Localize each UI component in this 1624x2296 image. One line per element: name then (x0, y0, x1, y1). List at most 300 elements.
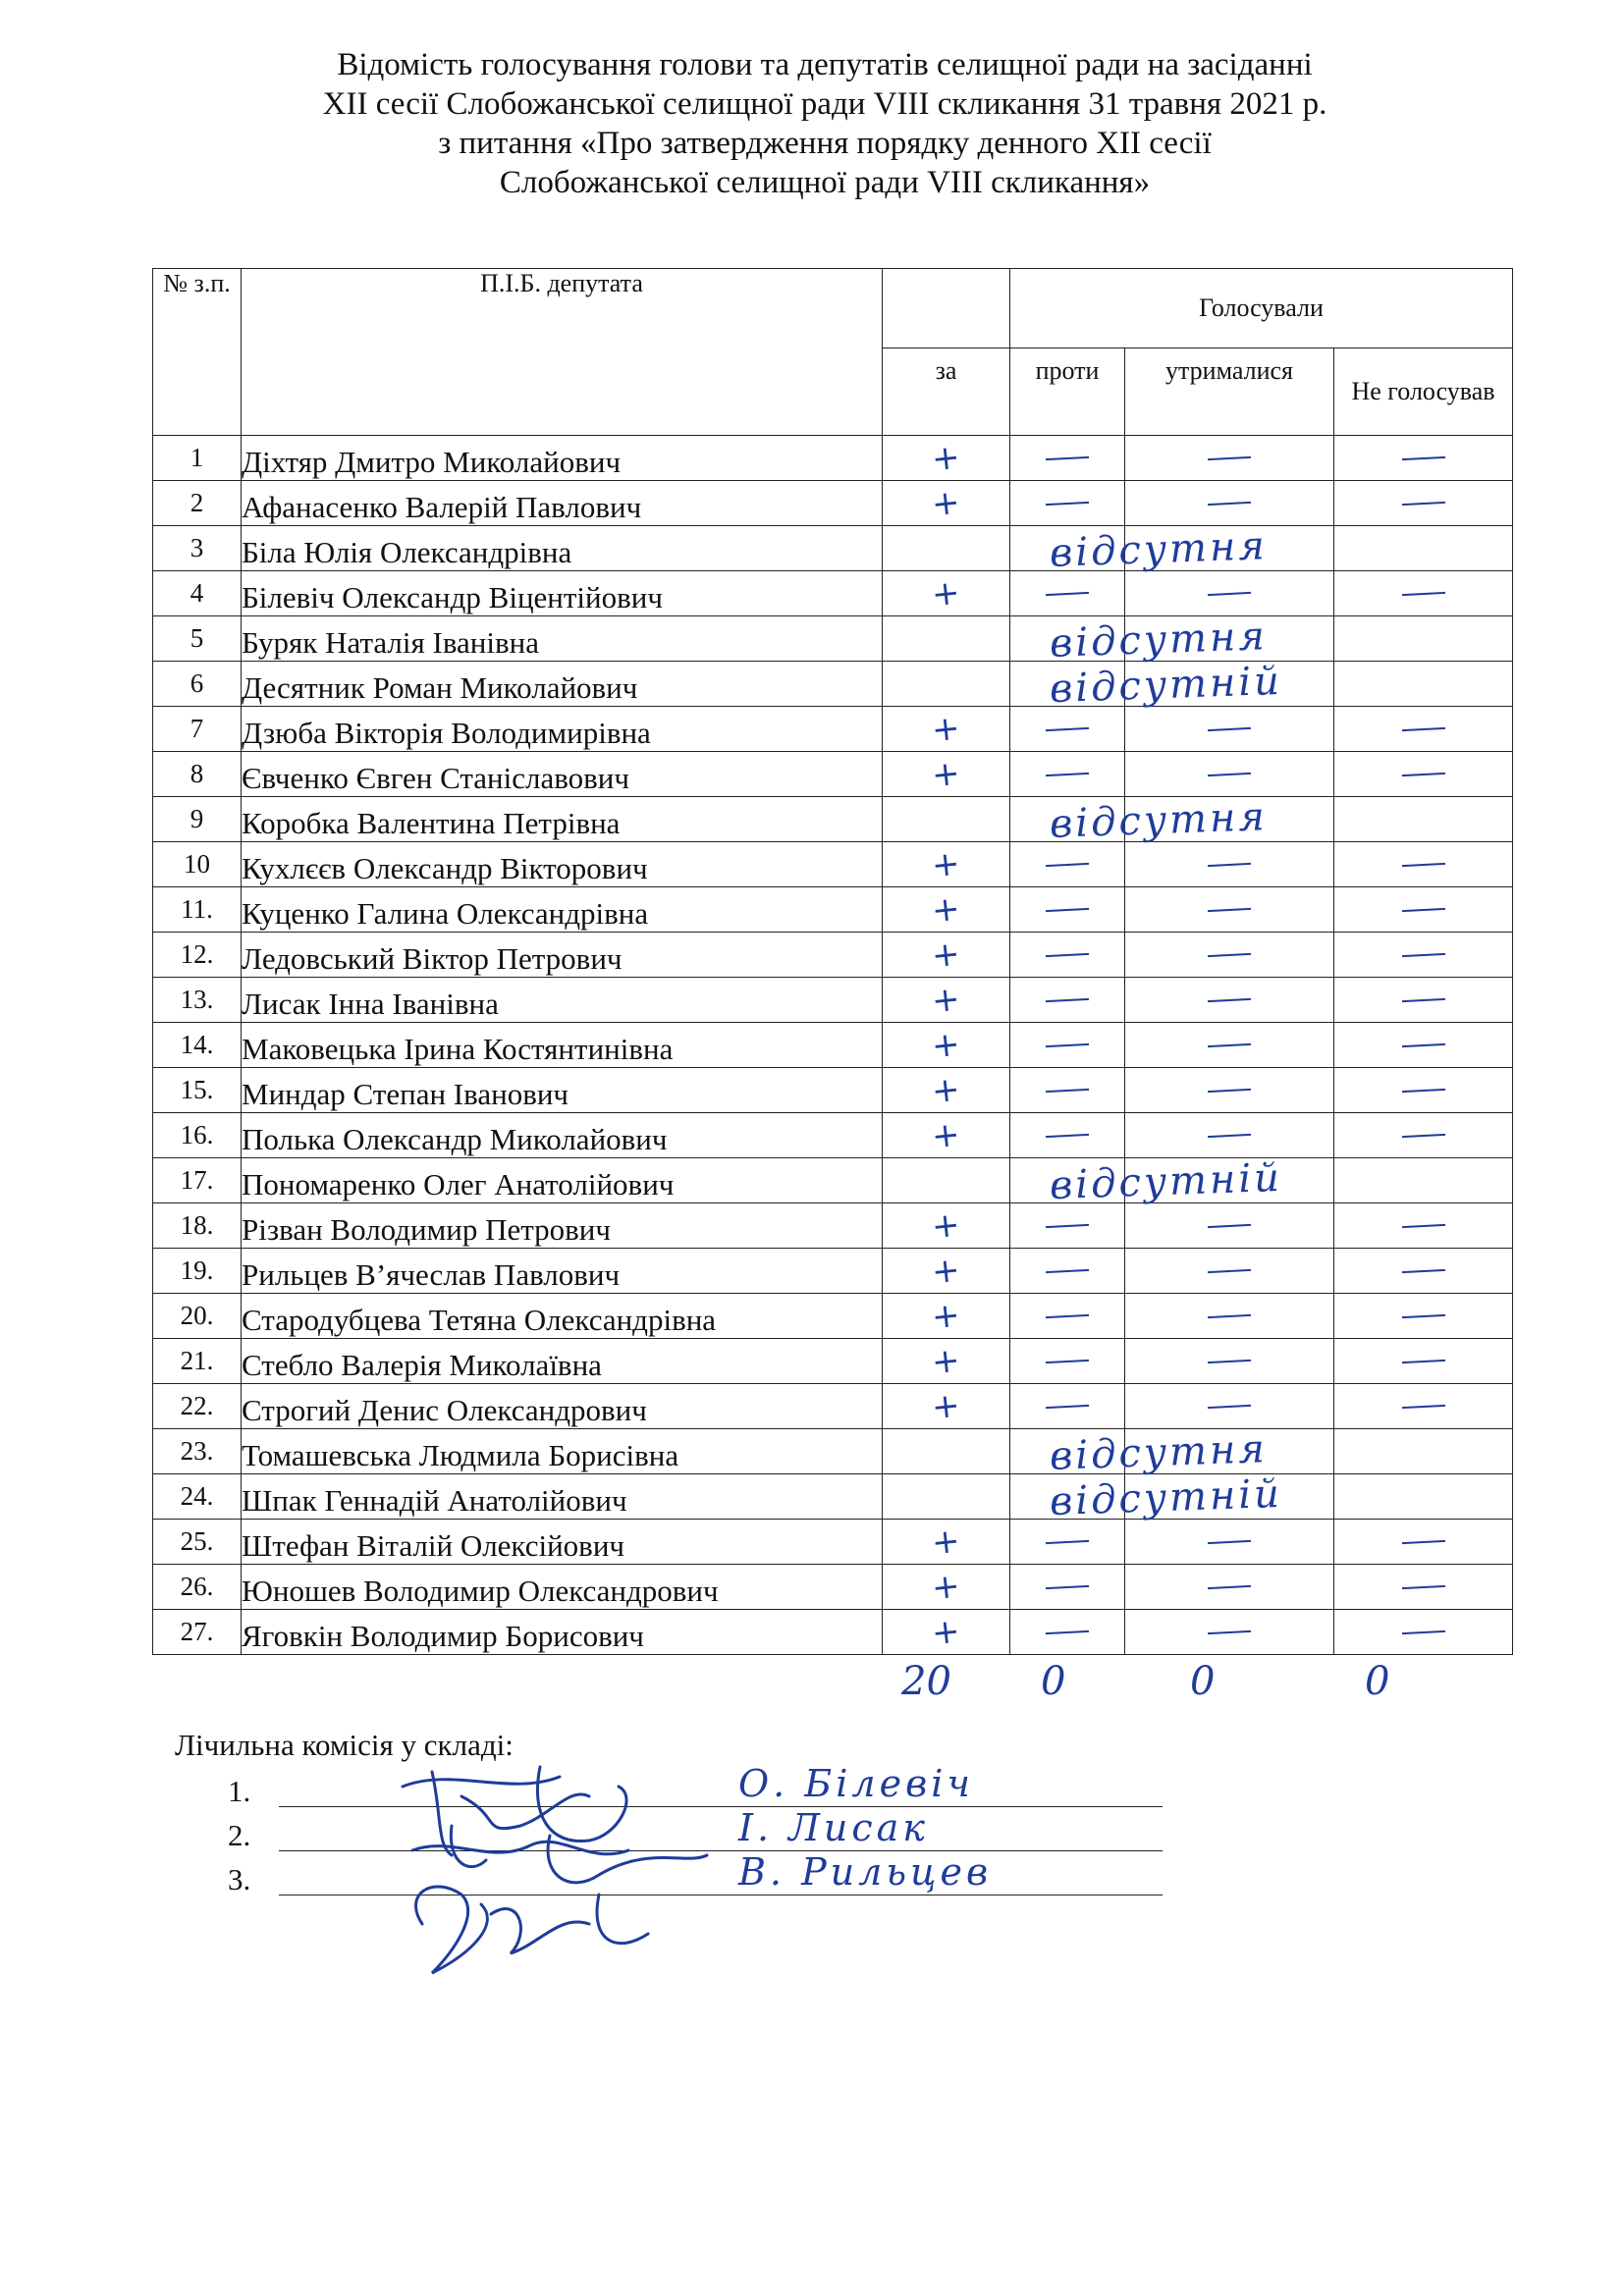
table-row (153, 436, 1513, 481)
plus-mark: + (930, 843, 962, 885)
vote-cell-abstained (1125, 616, 1334, 662)
header-num: № з.п. (153, 269, 242, 436)
vote-cell-against (1010, 1429, 1125, 1474)
vote-cell-against (1010, 707, 1125, 752)
vote-cell-abstained (1125, 933, 1334, 978)
vote-cell-for (883, 933, 1010, 978)
absent-note: відсутній (1049, 658, 1283, 713)
dash-mark (1208, 1043, 1251, 1047)
table-row (153, 526, 1513, 571)
vote-cell-not-voted (1334, 1068, 1513, 1113)
dash-mark (1208, 998, 1251, 1002)
plus-mark: + (930, 934, 962, 976)
vote-cell-against (1010, 481, 1125, 526)
dash-mark (1208, 773, 1251, 776)
dash-mark (1046, 908, 1089, 912)
table-row (153, 752, 1513, 797)
deputy-name: Біла Юлія Олександрівна (242, 526, 883, 571)
row-number: 14. (153, 1023, 242, 1068)
row-number: 13. (153, 978, 242, 1023)
plus-mark: + (930, 708, 962, 750)
dash-mark (1046, 1540, 1089, 1544)
deputy-name: Білевіч Олександр Віцентійович (242, 571, 883, 616)
plus-mark: + (930, 1340, 962, 1382)
plus-mark: + (930, 572, 962, 614)
row-number: 8 (153, 752, 242, 797)
vote-cell-abstained (1125, 526, 1334, 571)
vote-cell-abstained (1125, 1203, 1334, 1249)
header-against: проти (1010, 348, 1125, 436)
vote-cell-against (1010, 1384, 1125, 1429)
row-number: 27. (153, 1610, 242, 1655)
deputy-name: Куценко Галина Олександрівна (242, 887, 883, 933)
vote-cell-for (883, 1249, 1010, 1294)
row-number: 17. (153, 1158, 242, 1203)
plus-mark: + (930, 979, 962, 1021)
vote-cell-not-voted (1334, 978, 1513, 1023)
deputy-name: Строгий Денис Олександрович (242, 1384, 883, 1429)
table-row (153, 797, 1513, 842)
row-number: 18. (153, 1203, 242, 1249)
vote-cell-not-voted (1334, 1474, 1513, 1520)
vote-cell-not-voted (1334, 1113, 1513, 1158)
vote-cell-for (883, 1294, 1010, 1339)
vote-cell-against (1010, 752, 1125, 797)
vote-cell-against (1010, 1520, 1125, 1565)
vote-cell-for (883, 614, 1269, 667)
vote-cell-against (1010, 1203, 1125, 1249)
vote-cell-not-voted (1334, 1158, 1513, 1203)
deputy-name: Юношев Володимир Олександрович (242, 1565, 883, 1610)
signature-scribble (412, 1826, 707, 1883)
table-row (153, 1203, 1513, 1249)
dash-mark (1401, 908, 1444, 912)
vote-cell-for (883, 794, 1269, 847)
dash-mark (1046, 727, 1089, 731)
dash-mark (1208, 1360, 1251, 1363)
dash-mark (1208, 1269, 1251, 1273)
header-empty (883, 269, 1010, 348)
dash-mark (1046, 502, 1089, 506)
vote-cell-not-voted (1334, 842, 1513, 887)
vote-cell-abstained (1125, 1474, 1334, 1520)
vote-cell-against (1010, 842, 1125, 887)
deputy-name: Миндар Степан Іванович (242, 1068, 883, 1113)
vote-cell-abstained (1125, 797, 1334, 842)
row-number: 22. (153, 1384, 242, 1429)
dash-mark (1401, 1540, 1444, 1544)
vote-cell-against (1010, 933, 1125, 978)
table-row (153, 616, 1513, 662)
document-title (147, 45, 1502, 202)
dash-mark (1208, 727, 1251, 731)
row-number: 5 (153, 616, 242, 662)
dash-mark (1401, 502, 1444, 506)
deputy-name: Лисак Інна Іванівна (242, 978, 883, 1023)
row-number: 3 (153, 526, 242, 571)
vote-cell-for (883, 1154, 1283, 1209)
dash-mark (1401, 1224, 1444, 1228)
table-row (153, 1339, 1513, 1384)
dash-mark (1046, 1360, 1089, 1363)
vote-cell-against (1010, 1113, 1125, 1158)
handwritten-signatures (393, 1757, 727, 2012)
vote-totals (0, 1659, 1624, 1708)
vote-cell-for (883, 978, 1010, 1023)
plus-mark: + (930, 888, 962, 931)
vote-cell-not-voted (1334, 1023, 1513, 1068)
vote-cell-not-voted (1334, 1203, 1513, 1249)
row-number: 21. (153, 1339, 242, 1384)
deputy-name: Афанасенко Валерій Павлович (242, 481, 883, 526)
commission-member (228, 1806, 929, 1853)
deputy-name: Полька Олександр Миколайович (242, 1113, 883, 1158)
dash-mark (1046, 998, 1089, 1002)
vote-cell-abstained (1125, 1158, 1334, 1203)
title-line: з питання «Про затвердження порядку денного XII сесії (438, 126, 1212, 161)
vote-cell-abstained (1125, 1068, 1334, 1113)
deputy-name: Різван Володимир Петрович (242, 1203, 883, 1249)
dash-mark (1401, 592, 1444, 596)
dash-mark (1401, 863, 1444, 867)
table-row (153, 1068, 1513, 1113)
dash-mark (1208, 456, 1251, 460)
dash-mark (1401, 998, 1444, 1002)
table-row (153, 1474, 1513, 1520)
header-name: П.І.Б. депутата (242, 269, 883, 436)
row-number: 2 (153, 481, 242, 526)
dash-mark (1401, 1360, 1444, 1363)
absent-note: відсутній (1049, 1154, 1283, 1209)
vote-cell-for (883, 1470, 1283, 1525)
vote-cell-abstained (1125, 842, 1334, 887)
table-row (153, 571, 1513, 616)
dash-mark (1401, 773, 1444, 776)
vote-cell-abstained (1125, 1384, 1334, 1429)
dash-mark (1401, 1089, 1444, 1093)
row-number: 20. (153, 1294, 242, 1339)
deputy-name: Коробка Валентина Петрівна (242, 797, 883, 842)
table-row (153, 662, 1513, 707)
row-number: 15. (153, 1068, 242, 1113)
deputy-name: Штефан Віталій Олексійович (242, 1520, 883, 1565)
member-name: В. Рильцев (738, 1850, 993, 1894)
vote-cell-against (1010, 1068, 1125, 1113)
plus-mark: + (930, 1069, 962, 1111)
table-row (153, 1249, 1513, 1294)
vote-cell-for (883, 1203, 1010, 1249)
vote-cell-not-voted (1334, 481, 1513, 526)
dash-mark (1401, 1630, 1444, 1634)
table-row (153, 1158, 1513, 1203)
vote-cell-against (1010, 571, 1125, 616)
deputy-name: Стебло Валерія Миколаївна (242, 1339, 883, 1384)
vote-cell-against (1010, 1294, 1125, 1339)
vote-cell-against (1010, 1023, 1125, 1068)
plus-mark: + (930, 1204, 962, 1247)
dash-mark (1401, 456, 1444, 460)
table-row (153, 1294, 1513, 1339)
vote-cell-abstained (1125, 1294, 1334, 1339)
deputy-name: Ледовський Віктор Петрович (242, 933, 883, 978)
vote-cell-not-voted (1334, 797, 1513, 842)
vote-cell-abstained (1125, 1429, 1334, 1474)
total-abstained: 0 (1190, 1659, 1216, 1704)
vote-cell-for (883, 481, 1010, 526)
vote-cell-against (1010, 1339, 1125, 1384)
vote-cell-against (1010, 1565, 1125, 1610)
vote-cell-not-voted (1334, 1610, 1513, 1655)
absent-note: відсутня (1049, 794, 1269, 847)
vote-cell-abstained (1125, 1023, 1334, 1068)
vote-cell-for (883, 1426, 1269, 1479)
table-row (153, 887, 1513, 933)
member-number: 1. (228, 1774, 251, 1808)
dash-mark (1046, 456, 1089, 460)
title-line: Слобожанської селищної ради VIII скликання» (499, 165, 1151, 200)
deputy-name: Дзюба Вікторія Володимирівна (242, 707, 883, 752)
table-row (153, 1113, 1513, 1158)
row-number: 9 (153, 797, 242, 842)
vote-cell-abstained (1125, 1565, 1334, 1610)
vote-cell-against (1010, 1474, 1125, 1520)
dash-mark (1208, 953, 1251, 957)
plus-mark: + (930, 753, 962, 795)
plus-mark: + (930, 1024, 962, 1066)
dash-mark (1046, 1630, 1089, 1634)
commission-member (228, 1850, 993, 1897)
dash-mark (1401, 953, 1444, 957)
vote-cell-against (1010, 1158, 1125, 1203)
dash-mark (1046, 592, 1089, 596)
deputy-name: Шпак Геннадій Анатолійович (242, 1474, 883, 1520)
vote-cell-not-voted (1334, 707, 1513, 752)
vote-cell-abstained (1125, 1113, 1334, 1158)
commission-member (228, 1762, 974, 1809)
row-number: 6 (153, 662, 242, 707)
table-row (153, 1565, 1513, 1610)
vote-cell-for (883, 1023, 1010, 1068)
vote-cell-for (883, 1339, 1010, 1384)
row-number: 1 (153, 436, 242, 481)
vote-cell-abstained (1125, 1249, 1334, 1294)
vote-cell-abstained (1125, 752, 1334, 797)
dash-mark (1208, 1405, 1251, 1409)
vote-cell-not-voted (1334, 526, 1513, 571)
vote-cell-abstained (1125, 571, 1334, 616)
dash-mark (1208, 1540, 1251, 1544)
vote-cell-not-voted (1334, 571, 1513, 616)
plus-mark: + (930, 1566, 962, 1608)
deputy-name: Буряк Наталія Іванівна (242, 616, 883, 662)
header-for: за (883, 348, 1010, 436)
vote-cell-against (1010, 662, 1125, 707)
dash-mark (1046, 1043, 1089, 1047)
table-row (153, 842, 1513, 887)
dash-mark (1208, 1134, 1251, 1138)
vote-cell-abstained (1125, 978, 1334, 1023)
dash-mark (1046, 1405, 1089, 1409)
voting-table (152, 268, 1513, 1655)
table-row (153, 978, 1513, 1023)
vote-cell-for (883, 658, 1283, 713)
table-row (153, 933, 1513, 978)
row-number: 12. (153, 933, 242, 978)
vote-cell-abstained (1125, 1610, 1334, 1655)
vote-cell-not-voted (1334, 1429, 1513, 1474)
vote-cell-abstained (1125, 662, 1334, 707)
vote-cell-against (1010, 616, 1125, 662)
dash-mark (1046, 1585, 1089, 1589)
total-for: 20 (901, 1659, 951, 1704)
table-row (153, 1384, 1513, 1429)
header-abstained: утрималися (1125, 348, 1334, 436)
absent-note: відсутня (1049, 614, 1269, 667)
plus-mark: + (930, 1521, 962, 1563)
row-number: 4 (153, 571, 242, 616)
vote-cell-abstained (1125, 1339, 1334, 1384)
dash-mark (1208, 502, 1251, 506)
dash-mark (1401, 1314, 1444, 1318)
vote-cell-not-voted (1334, 436, 1513, 481)
vote-cell-for (883, 523, 1269, 576)
signature-scribble (403, 1767, 626, 1855)
vote-cell-against (1010, 1610, 1125, 1655)
deputy-name: Стародубцева Тетяна Олександрівна (242, 1294, 883, 1339)
member-number: 2. (228, 1818, 251, 1852)
vote-cell-against (1010, 887, 1125, 933)
dash-mark (1208, 1314, 1251, 1318)
dash-mark (1046, 1269, 1089, 1273)
row-number: 7 (153, 707, 242, 752)
row-number: 19. (153, 1249, 242, 1294)
member-number: 3. (228, 1862, 251, 1896)
row-number: 10 (153, 842, 242, 887)
row-number: 23. (153, 1429, 242, 1474)
vote-cell-for (883, 887, 1010, 933)
vote-cell-not-voted (1334, 752, 1513, 797)
dash-mark (1046, 1089, 1089, 1093)
title-line: Відомість голосування голови та депутатів селищної ради на засіданні (337, 47, 1313, 82)
vote-cell-abstained (1125, 887, 1334, 933)
dash-mark (1208, 1089, 1251, 1093)
vote-cell-for (883, 1520, 1010, 1565)
deputy-name: Томашевська Людмила Борисівна (242, 1429, 883, 1474)
dash-mark (1208, 863, 1251, 867)
vote-cell-against (1010, 978, 1125, 1023)
vote-cell-not-voted (1334, 1520, 1513, 1565)
vote-cell-against (1010, 526, 1125, 571)
dash-mark (1046, 1134, 1089, 1138)
total-against: 0 (1041, 1659, 1066, 1704)
signature-scribble (416, 1887, 648, 1973)
vote-cell-for (883, 752, 1010, 797)
vote-cell-for (883, 1565, 1010, 1610)
table-row (153, 1023, 1513, 1068)
vote-cell-not-voted (1334, 887, 1513, 933)
deputy-name: Яговкін Володимир Борисович (242, 1610, 883, 1655)
header-not-voted: Не голосував (1334, 348, 1513, 436)
deputy-name: Десятник Роман Миколайович (242, 662, 883, 707)
dash-mark (1208, 908, 1251, 912)
absent-note: відсутня (1049, 1426, 1269, 1479)
dash-mark (1401, 727, 1444, 731)
vote-cell-abstained (1125, 481, 1334, 526)
dash-mark (1401, 1134, 1444, 1138)
vote-cell-not-voted (1334, 1339, 1513, 1384)
vote-cell-not-voted (1334, 1249, 1513, 1294)
vote-cell-not-voted (1334, 1384, 1513, 1429)
row-number: 24. (153, 1474, 242, 1520)
vote-cell-against (1010, 436, 1125, 481)
vote-cell-abstained (1125, 1520, 1334, 1565)
dash-mark (1401, 1269, 1444, 1273)
dash-mark (1208, 1630, 1251, 1634)
vote-cell-not-voted (1334, 933, 1513, 978)
vote-cell-not-voted (1334, 616, 1513, 662)
dash-mark (1046, 773, 1089, 776)
vote-cell-for (883, 1068, 1010, 1113)
vote-cell-not-voted (1334, 1565, 1513, 1610)
plus-mark: + (930, 1114, 962, 1156)
table-row (153, 1429, 1513, 1474)
table-row (153, 481, 1513, 526)
vote-cell-for (883, 436, 1010, 481)
absent-note: відсутня (1049, 523, 1269, 576)
table-row (153, 707, 1513, 752)
deputy-name: Маковецька Ірина Костянтинівна (242, 1023, 883, 1068)
dash-mark (1208, 592, 1251, 596)
commission-title: Лічильна комісія у складі: (175, 1728, 514, 1762)
row-number: 25. (153, 1520, 242, 1565)
row-number: 16. (153, 1113, 242, 1158)
row-number: 11. (153, 887, 242, 933)
deputy-name: Кухлєєв Олександр Вікторович (242, 842, 883, 887)
deputy-name: Рильцев В’ячеслав Павлович (242, 1249, 883, 1294)
total-not-voted: 0 (1365, 1659, 1390, 1704)
vote-cell-for (883, 842, 1010, 887)
deputy-name: Євченко Євген Станіславович (242, 752, 883, 797)
vote-cell-not-voted (1334, 1294, 1513, 1339)
vote-cell-against (1010, 797, 1125, 842)
deputy-name: Пономаренко Олег Анатолійович (242, 1158, 883, 1203)
vote-cell-for (883, 1384, 1010, 1429)
dash-mark (1401, 1043, 1444, 1047)
vote-cell-for (883, 707, 1010, 752)
dash-mark (1401, 1405, 1444, 1409)
absent-note: відсутній (1049, 1470, 1283, 1525)
dash-mark (1401, 1585, 1444, 1589)
vote-cell-abstained (1125, 436, 1334, 481)
vote-cell-for (883, 1113, 1010, 1158)
plus-mark: + (930, 482, 962, 524)
vote-rows (153, 436, 1513, 1655)
plus-mark: + (930, 1385, 962, 1427)
dash-mark (1208, 1585, 1251, 1589)
deputy-name: Діхтяр Дмитро Миколайович (242, 436, 883, 481)
table-row (153, 1520, 1513, 1565)
vote-cell-against (1010, 1249, 1125, 1294)
plus-mark: + (930, 1295, 962, 1337)
row-number: 26. (153, 1565, 242, 1610)
table-row (153, 1610, 1513, 1655)
dash-mark (1046, 1224, 1089, 1228)
member-name: О. Білевіч (738, 1762, 974, 1805)
dash-mark (1046, 863, 1089, 867)
title-line: XII сесії Слобожанської селищної ради VIII скликання 31 травня 2021 р. (322, 86, 1327, 122)
vote-cell-abstained (1125, 707, 1334, 752)
vote-cell-for (883, 1610, 1010, 1655)
